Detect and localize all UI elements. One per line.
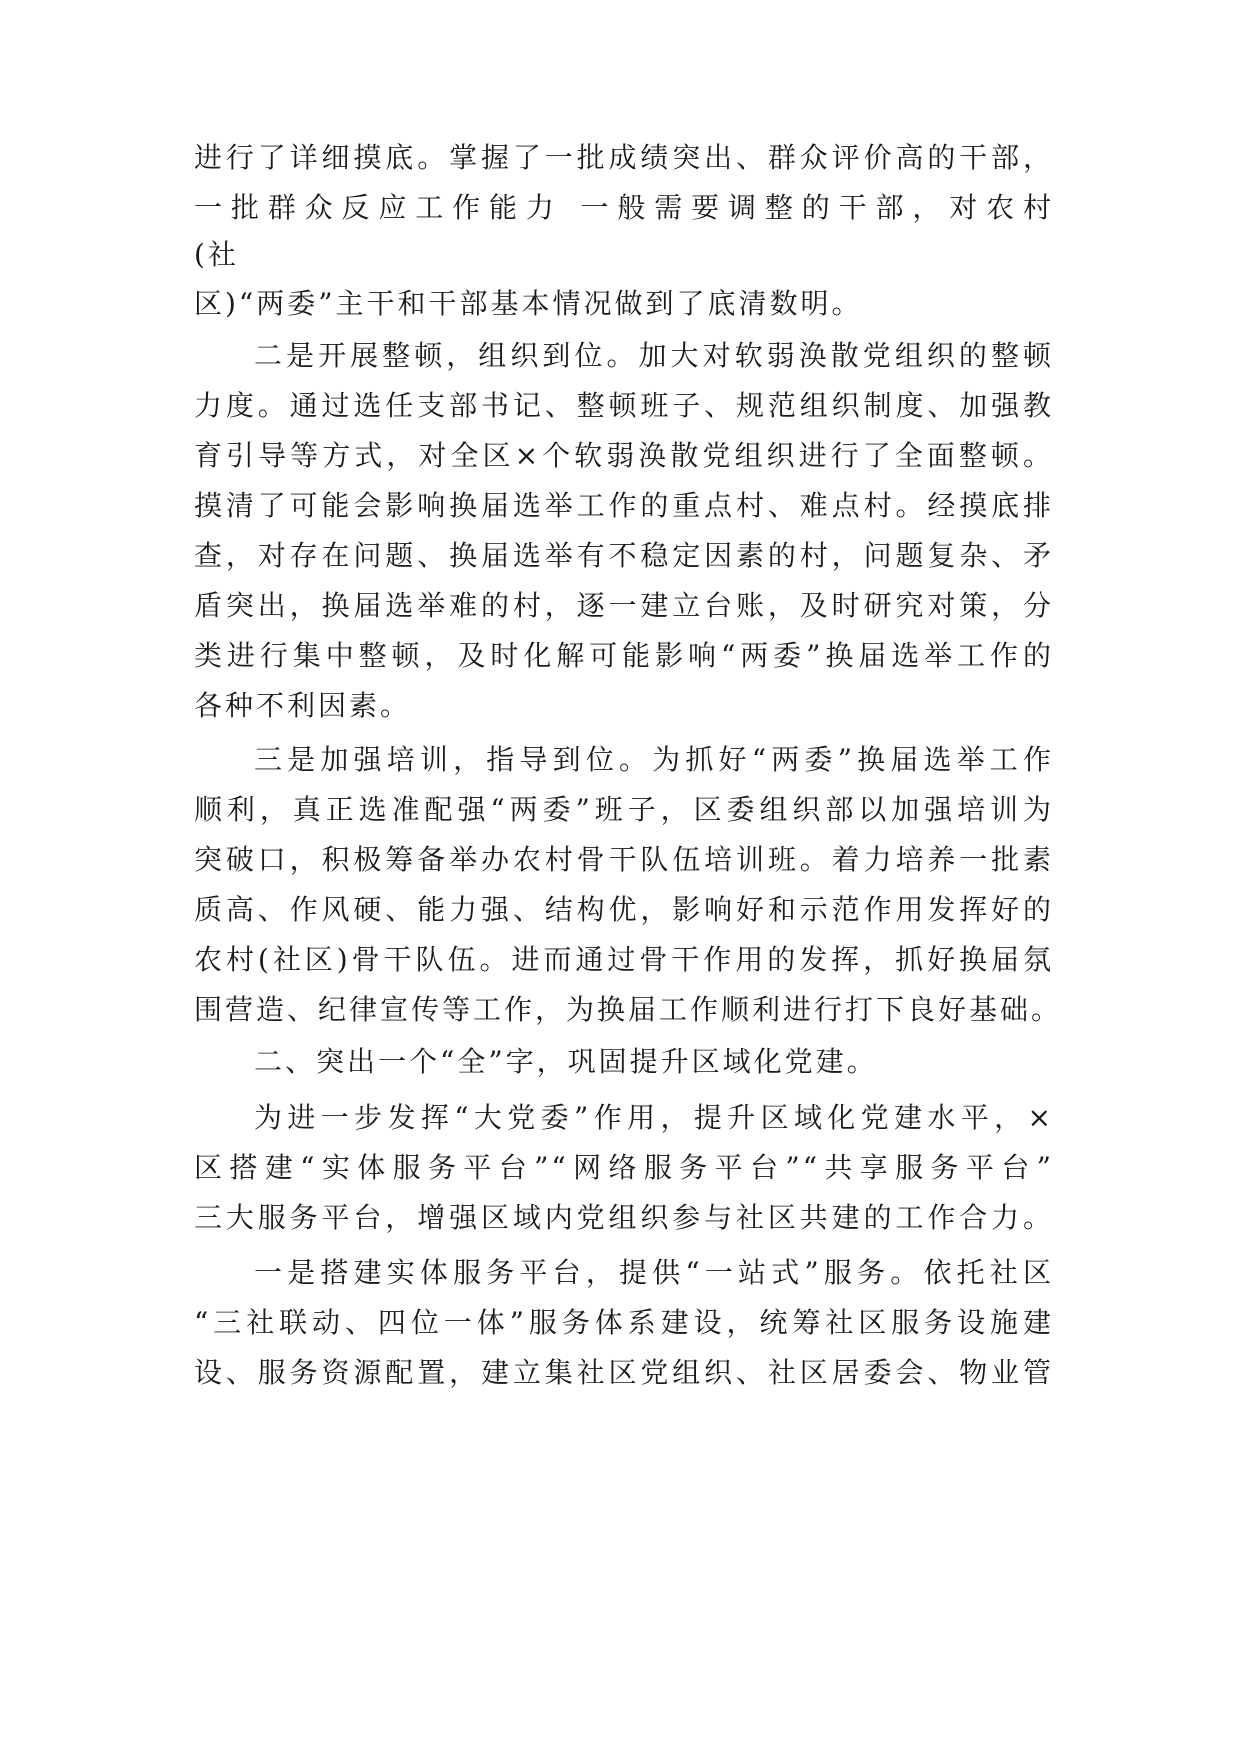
paragraph-line: 质高、作风硬、能力强、结构优，影响好和示范作用发挥好的 bbox=[194, 893, 1054, 926]
paragraph-line: 三大服务平台，增强区域内党组织参与社区共建的工作合力。 bbox=[194, 1201, 1054, 1234]
paragraph-line: 摸清了可能会影响换届选举工作的重点村、难点村。经摸底排 bbox=[194, 489, 1054, 522]
paragraph-line: 围营造、纪律宣传等工作，为换届工作顺利进行打下良好基础。 bbox=[194, 993, 1063, 1026]
paragraph-line: 各种不利因素。 bbox=[194, 689, 412, 722]
paragraph-line: 进行了详细摸底。掌握了一批成绩突出、群众评价高的干部， bbox=[194, 141, 1054, 174]
paragraph-line: 区搭建“实体服务平台”“网络服务平台”“共享服务平台” bbox=[194, 1151, 1054, 1184]
paragraph-line: 三是加强培训，指导到位。为抓好“两委”换届选举工作 bbox=[254, 743, 1054, 776]
paragraph-line: 二是开展整顿，组织到位。加大对软弱涣散党组织的整顿 bbox=[254, 339, 1054, 372]
paragraph-line: 突破口，积极筹备举办农村骨干队伍培训班。着力培养一批素 bbox=[194, 843, 1054, 876]
paragraph-line: 农村(社区)骨干队伍。进而通过骨干作用的发挥，抓好换届氛 bbox=[194, 943, 1054, 976]
paragraph-line: 区)“两委”主干和干部基本情况做到了底清数明。 bbox=[194, 287, 863, 320]
paragraph-line: 力度。通过选任支部书记、整顿班子、规范组织制度、加强教 bbox=[194, 389, 1054, 422]
paragraph-line: 一批群众反应工作能力 一般需要调整的干部，对农村 bbox=[194, 191, 1054, 224]
paragraph-line: “三社联动、四位一体”服务体系建设，统筹社区服务设施建 bbox=[194, 1306, 1054, 1339]
paragraph-line: 育引导等方式，对全区×个软弱涣散党组织进行了全面整顿。 bbox=[194, 439, 1054, 472]
paragraph-line: 类进行集中整顿，及时化解可能影响“两委”换届选举工作的 bbox=[194, 639, 1054, 672]
paragraph-line: 顺利，真正选准配强“两委”班子，区委组织部以加强培训为 bbox=[194, 793, 1054, 826]
paragraph-line: 查，对存在问题、换届选举有不稳定因素的村，问题复杂、矛 bbox=[194, 539, 1054, 572]
paragraph-line: 盾突出，换届选举难的村，逐一建立台账，及时研究对策，分 bbox=[194, 589, 1054, 622]
paragraph-line: 为进一步发挥“大党委”作用，提升区域化党建水平，× bbox=[254, 1101, 1054, 1134]
section-heading: 二、突出一个“全”字，巩固提升区域化党建。 bbox=[254, 1045, 878, 1078]
paragraph-line: 设、服务资源配置，建立集社区党组织、社区居委会、物业管 bbox=[194, 1356, 1054, 1389]
paragraph-line: 一是搭建实体服务平台，提供“一站式”服务。依托社区 bbox=[254, 1256, 1054, 1289]
paragraph-line: (社 bbox=[194, 238, 239, 271]
